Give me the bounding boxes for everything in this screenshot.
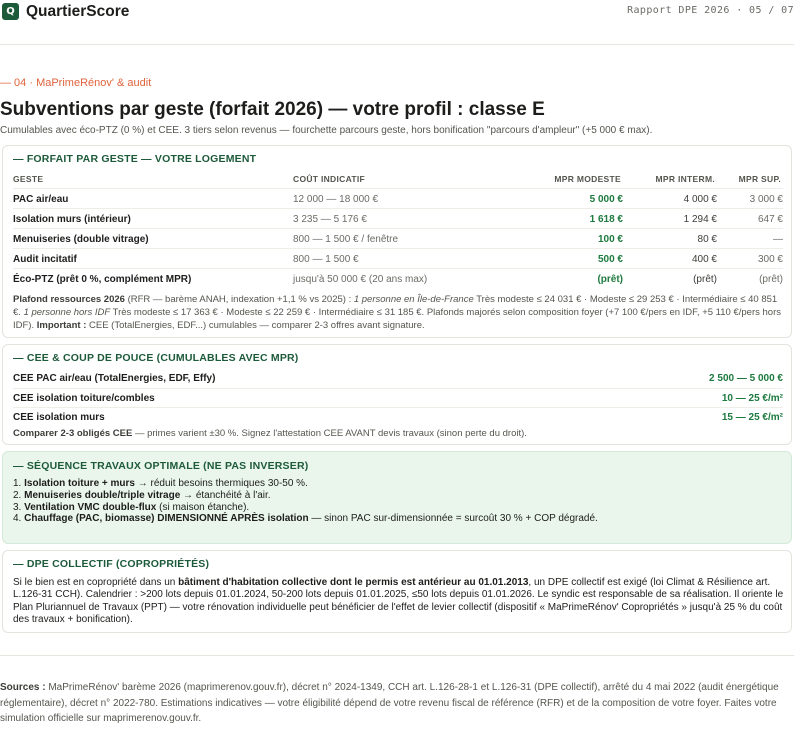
geste-cell: Menuiseries (double vitrage) (13, 234, 149, 245)
interm-cell: 400 € (691, 254, 717, 265)
modeste-cell: 1 618 € (589, 214, 623, 225)
step-text: — sinon PAC sur-dimensionnée = surcoût 30 % + COP dégradé. (308, 513, 598, 525)
note-italic: 1 personne hors IDF (23, 307, 111, 318)
geste-cell: Éco-PTZ (prêt 0 %, complément MPR) (13, 274, 192, 285)
step-title: Isolation toiture + murs (24, 478, 135, 489)
para-bold: bâtiment d'habitation collective dont le permis est antérieur au 01.01.2013 (178, 577, 529, 588)
cee-label: CEE isolation murs (13, 412, 105, 423)
interm-cell: 80 € (697, 234, 717, 245)
note-text: CEE (TotalEnergies, EDF...) cumulables — comparer 2-3 offres avant signature. (86, 320, 425, 331)
page-title: Subventions par geste (forfait 2026) — votre profil : classe E (0, 99, 545, 120)
sup-cell: 300 € (757, 254, 783, 265)
table-row (13, 188, 783, 208)
cout-cell: 800 — 1 500 € / fenêtre (293, 234, 399, 245)
note-label: Important : (36, 320, 87, 331)
modeste-cell: 100 € (597, 234, 623, 245)
cout-cell: 800 — 1 500 € (293, 254, 359, 265)
interm-cell: (prêt) (693, 274, 717, 285)
col-header-sup: MPR SUP. (738, 174, 781, 184)
collectif-card-title: — DPE COLLECTIF (COPROPRIÉTÉS) (13, 558, 210, 570)
step-number: 3. (13, 501, 25, 513)
step-title: Chauffage (PAC, biomasse) DIMENSIONNÉ APRÈS isolation (24, 513, 309, 525)
col-header-geste: GESTE (13, 174, 44, 184)
step-number: 1. (13, 478, 25, 489)
list-item (13, 388, 783, 407)
step-number: 4. (13, 513, 25, 525)
sequence-card-title: — SÉQUENCE TRAVAUX OPTIMALE (NE PAS INVERSER) (13, 460, 309, 472)
cout-cell: 12 000 — 18 000 € (293, 194, 379, 205)
cee-value: 10 — 25 €/m² (721, 393, 783, 404)
sup-cell: 647 € (757, 214, 783, 225)
para-text: Si le bien est en copropriété dans un (13, 577, 179, 588)
sup-cell: 3 000 € (749, 194, 783, 205)
note-label: Comparer 2-3 obligés CEE (13, 428, 133, 439)
list-item (13, 407, 783, 426)
geste-cell: Audit incitatif (13, 254, 77, 265)
step-text: → étanchéité à l'air. (180, 489, 271, 501)
page-subtitle: Cumulables avec éco-PTZ (0 %) et CEE. 3 tiers selon revenus — fourchette parcours geste, hors bonification "parcours d'ampleur" (+5 000 € max). (0, 125, 653, 136)
table-row (13, 208, 783, 228)
list-item (13, 490, 598, 502)
para-text: , un DPE collectif est exigé (loi Climat & Résilience art. L.126-31 CCH). Calendrier : >200 lots depuis 01.01.2024, 50-200 lots depuis 01.01.2025, ≤50 lots depuis 01.01.2026. Le syndic est responsable de sa réalisation. Il oriente le Plan Pluriannuel de Travaux (PPT) — votre rénovation individuelle peut bénéficier de l'effet de levier collectif (dispositif « MaPrimeRénov' Copropriétés » jusqu'à 25 % du coût des travaux + bonification). (13, 577, 784, 625)
note-label: Plafond ressources 2026 (13, 294, 125, 305)
sup-cell: (prêt) (759, 274, 783, 285)
note-italic: 1 personne en Île-de-France (353, 294, 474, 305)
note-text: Très modeste ≤ 17 363 € · Modeste ≤ 22 259 € · Intermédiaire ≤ 31 185 €. Plafonds majorés selon composition foyer (+7 100 €/pers en IDF, +5 110 €/pers hors IDF). (13, 307, 781, 331)
interm-cell: 4 000 € (683, 194, 717, 205)
divider (0, 655, 794, 656)
note-text: Très modeste ≤ 24 031 € · Modeste ≤ 29 253 € · Intermédiaire ≤ 40 851 €. (13, 294, 778, 318)
modeste-cell: (prêt) (597, 274, 623, 285)
list-item (13, 502, 598, 514)
cout-cell: 3 235 — 5 176 € (293, 214, 367, 225)
sources-footer (0, 680, 794, 727)
steps-list (13, 478, 598, 525)
collectif-text (13, 577, 785, 626)
cee-value: 2 500 — 5 000 € (709, 373, 783, 384)
col-header-cout: COÛT INDICATIF (293, 174, 366, 184)
report-page-indicator: Rapport DPE 2026 · 05 / 07 (627, 5, 794, 16)
table-row (13, 228, 783, 248)
geste-cell: PAC air/eau (13, 194, 69, 205)
logo-icon: Q (2, 3, 19, 20)
step-title: Menuiseries double/triple vitrage (24, 489, 181, 501)
cee-label: CEE isolation toiture/combles (13, 393, 155, 404)
step-number: 2. (13, 489, 25, 501)
note-text: (RFR — barème ANAH, indexation +1,1 % vs 2025) : (124, 294, 354, 305)
cee-card-title: — CEE & COUP DE POUCE (CUMULABLES AVEC MPR) (13, 352, 299, 364)
sup-cell: — (773, 234, 783, 245)
sequence-card (2, 451, 792, 544)
table-row (13, 248, 783, 268)
cee-label: CEE PAC air/eau (TotalEnergies, EDF, Effy) (13, 373, 216, 384)
col-header-modeste: MPR MODESTE (554, 174, 621, 184)
list-item (13, 478, 598, 490)
cout-cell: jusqu'à 50 000 € (20 ans max) (293, 274, 428, 285)
brand-name: QuartierScore (26, 3, 130, 20)
cee-card (2, 344, 792, 445)
modeste-cell: 5 000 € (589, 194, 623, 205)
cee-note (13, 428, 527, 439)
interm-cell: 1 294 € (683, 214, 717, 225)
col-header-interm: MPR INTERM. (655, 174, 715, 184)
list-item (13, 369, 783, 388)
forfait-card (2, 145, 792, 338)
cee-value: 15 — 25 €/m² (721, 412, 783, 423)
step-title: Ventilation VMC double-flux (24, 501, 157, 513)
sources-text: MaPrimeRénov' barème 2026 (maprimerenov.gouv.fr), décret n° 2024-1349, CCH art. L.126-28-1 et L.126-31 (DPE collectif), arrêté du 4 mai 2022 (audit énergétique réglementaire), décret n° 2022-780. Estimations indicatives — votre éligibilité dépend de votre revenu fiscal de référence (RFR) et de la composition de votre foyer. Faites votre simulation officielle sur maprimerenov.gouv.fr. (0, 682, 779, 724)
divider (0, 44, 794, 45)
collectif-card (2, 550, 792, 633)
plafond-note (13, 293, 785, 332)
step-text: (si maison étanche). (156, 501, 250, 513)
note-text: — primes varient ±30 %. Signez l'attestation CEE AVANT devis travaux (sinon perte du droit). (132, 428, 527, 439)
step-text: → réduit besoins thermiques 30-50 %. (134, 478, 308, 489)
table-row (13, 268, 783, 288)
forfait-card-title: — FORFAIT PAR GESTE — VOTRE LOGEMENT (13, 153, 257, 165)
page-header (0, 0, 794, 30)
list-item (13, 513, 598, 525)
modeste-cell: 500 € (597, 254, 623, 265)
section-eyebrow: — 04 · MaPrimeRénov' & audit (0, 77, 152, 89)
sources-label: Sources : (0, 682, 46, 693)
geste-cell: Isolation murs (intérieur) (13, 214, 131, 225)
